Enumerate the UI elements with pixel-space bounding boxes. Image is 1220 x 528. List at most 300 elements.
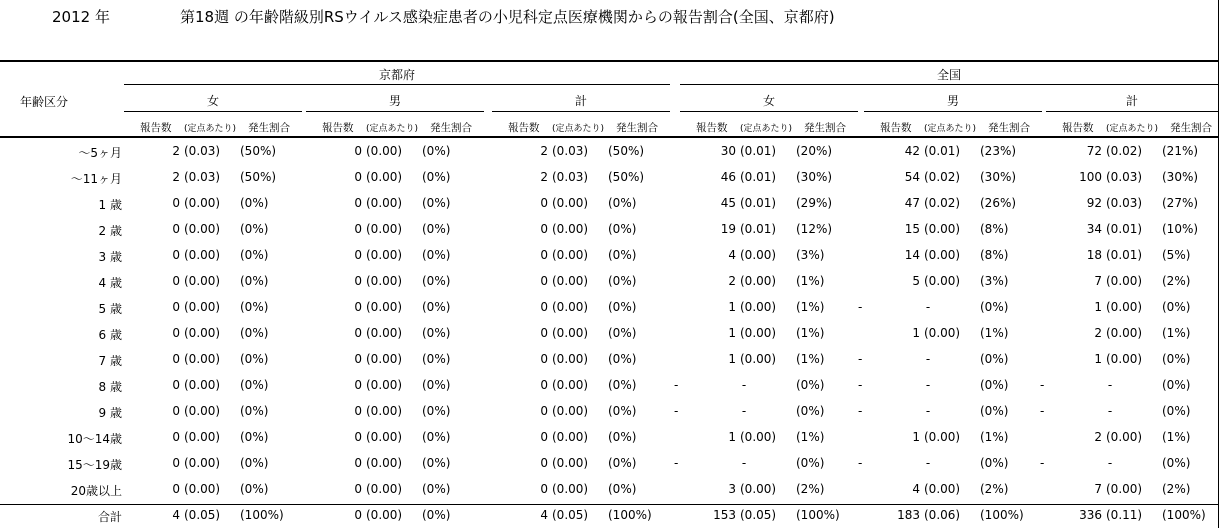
per-site-cell: (0.00) xyxy=(552,482,589,496)
per-site-cell: (0.03) xyxy=(552,170,589,184)
per-site-cell: (0.01) xyxy=(740,222,777,236)
count-cell: 46 xyxy=(720,170,736,184)
per-site-cell: - xyxy=(741,404,747,418)
ratio-cell: (0%) xyxy=(240,222,269,236)
count-cell: 7 xyxy=(1094,274,1102,288)
per-site-cell: (0.02) xyxy=(1106,144,1143,158)
per-site-cell: (0.00) xyxy=(740,482,777,496)
per-site-cell: (0.00) xyxy=(924,274,961,288)
per-site-subheader: (定点あたり) xyxy=(1106,124,1159,134)
count-cell: 0 xyxy=(172,378,180,392)
per-site-cell: (0.00) xyxy=(366,144,403,158)
ratio-cell: (0%) xyxy=(1162,378,1191,392)
count-cell: 54 xyxy=(904,170,920,184)
per-site-cell: (0.00) xyxy=(924,222,961,236)
per-site-cell: (0.00) xyxy=(924,482,961,496)
per-site-cell: (0.00) xyxy=(740,352,777,366)
count-cell: 0 xyxy=(354,404,362,418)
per-site-cell: (0.00) xyxy=(924,248,961,262)
ratio-cell: (0%) xyxy=(240,378,269,392)
count-cell: 0 xyxy=(354,300,362,314)
count-cell: 1 xyxy=(1094,352,1102,366)
count-cell: 0 xyxy=(354,482,362,496)
per-site-cell: (0.00) xyxy=(184,482,221,496)
count-cell: 3 xyxy=(728,482,736,496)
sex-header-male: 男 xyxy=(388,94,401,108)
ratio-cell: (30%) xyxy=(796,170,833,184)
ratio-cell: (2%) xyxy=(1162,274,1191,288)
count-cell: 0 xyxy=(540,404,548,418)
per-site-cell: (0.03) xyxy=(552,144,589,158)
per-site-cell: (0.00) xyxy=(366,456,403,470)
ratio-cell: (23%) xyxy=(980,144,1017,158)
page-title: 第18週 の年齢階級別RSウイルス感染症患者の小児科定点医療機関からの報告割合(全国、京都府) xyxy=(180,8,835,26)
ratio-cell: (0%) xyxy=(422,248,451,262)
per-site-cell: (0.03) xyxy=(1106,170,1143,184)
ratio-subheader: 発生割合 xyxy=(248,122,290,134)
count-cell: 100 xyxy=(1079,170,1102,184)
count-cell: 2 xyxy=(1094,326,1102,340)
count-subheader: 報告数 xyxy=(1062,122,1094,134)
ratio-cell: (0%) xyxy=(608,222,637,236)
count-subheader: 報告数 xyxy=(508,122,540,134)
per-site-cell: (0.02) xyxy=(924,170,961,184)
table-row-label: 7 歳 xyxy=(98,354,122,368)
ratio-cell: (0%) xyxy=(422,274,451,288)
per-site-cell: (0.00) xyxy=(366,248,403,262)
ratio-cell: (0%) xyxy=(422,430,451,444)
per-site-cell: (0.03) xyxy=(184,170,221,184)
region-rule-kyoto xyxy=(124,84,670,85)
per-site-subheader: (定点あたり) xyxy=(924,124,977,134)
totals-row-label: 合計 xyxy=(97,510,122,524)
per-site-subheader: (定点あたり) xyxy=(184,124,237,134)
ratio-cell: (0%) xyxy=(240,430,269,444)
count-cell: 0 xyxy=(354,508,362,522)
sex-header-female: 女 xyxy=(206,94,219,108)
per-site-cell: (0.00) xyxy=(552,248,589,262)
count-subheader: 報告数 xyxy=(880,122,912,134)
sex-rule xyxy=(864,111,1042,112)
per-site-cell: (0.01) xyxy=(740,170,777,184)
ratio-cell: (0%) xyxy=(422,508,451,522)
ratio-cell: (0%) xyxy=(422,456,451,470)
ratio-cell: (0%) xyxy=(240,326,269,340)
ratio-cell: (0%) xyxy=(608,196,637,210)
count-cell: 72 xyxy=(1086,144,1102,158)
count-cell: 0 xyxy=(354,378,362,392)
table-row-label: 8 歳 xyxy=(98,380,122,394)
ratio-cell: (50%) xyxy=(608,144,645,158)
table-row-label: 15～19歳 xyxy=(67,458,122,472)
ratio-cell: (1%) xyxy=(796,274,825,288)
per-site-cell: (0.11) xyxy=(1106,508,1143,522)
count-cell: 0 xyxy=(354,352,362,366)
per-site-cell: (0.02) xyxy=(924,196,961,210)
per-site-cell: - xyxy=(741,378,747,392)
per-site-cell: (0.00) xyxy=(366,274,403,288)
ratio-cell: (1%) xyxy=(980,326,1009,340)
title-row xyxy=(0,6,1220,30)
per-site-cell: (0.00) xyxy=(366,326,403,340)
count-subheader: 報告数 xyxy=(696,122,728,134)
count-cell: 0 xyxy=(172,274,180,288)
ratio-cell: (0%) xyxy=(1162,300,1191,314)
per-site-cell: (0.00) xyxy=(740,430,777,444)
ratio-cell: (10%) xyxy=(1162,222,1199,236)
per-site-cell: (0.00) xyxy=(552,326,589,340)
per-site-cell: (0.05) xyxy=(740,508,777,522)
ratio-cell: (27%) xyxy=(1162,196,1199,210)
table-row-label: 1 歳 xyxy=(98,198,122,212)
ratio-cell: (8%) xyxy=(980,222,1009,236)
count-cell: 1 xyxy=(728,326,736,340)
per-site-cell: (0.00) xyxy=(366,300,403,314)
count-cell: - xyxy=(674,378,679,392)
count-cell: 0 xyxy=(540,352,548,366)
count-cell: 15 xyxy=(904,222,920,236)
ratio-cell: (0%) xyxy=(608,378,637,392)
ratio-cell: (0%) xyxy=(980,404,1009,418)
per-site-cell: (0.00) xyxy=(552,222,589,236)
count-cell: 7 xyxy=(1094,482,1102,496)
ratio-subheader: 発生割合 xyxy=(430,122,472,134)
count-cell: - xyxy=(1040,456,1045,470)
count-cell: 4 xyxy=(912,482,920,496)
count-cell: 183 xyxy=(897,508,920,522)
count-cell: 0 xyxy=(172,404,180,418)
per-site-cell: (0.00) xyxy=(366,378,403,392)
count-cell: 19 xyxy=(720,222,736,236)
count-subheader: 報告数 xyxy=(140,122,172,134)
sex-header-total: 計 xyxy=(1125,94,1138,108)
ratio-cell: (0%) xyxy=(608,248,637,262)
per-site-cell: (0.00) xyxy=(184,326,221,340)
ratio-subheader: 発生割合 xyxy=(1170,122,1212,134)
per-site-cell: (0.00) xyxy=(184,404,221,418)
count-cell: - xyxy=(858,352,863,366)
ratio-cell: (0%) xyxy=(980,456,1009,470)
ratio-cell: (0%) xyxy=(422,352,451,366)
count-cell: 18 xyxy=(1086,248,1102,262)
count-cell: 0 xyxy=(540,482,548,496)
per-site-cell: (0.00) xyxy=(366,404,403,418)
count-cell: 45 xyxy=(720,196,736,210)
ratio-cell: (0%) xyxy=(422,300,451,314)
ratio-cell: (100%) xyxy=(1162,508,1206,522)
ratio-cell: (0%) xyxy=(608,326,637,340)
count-cell: 0 xyxy=(540,248,548,262)
ratio-cell: (0%) xyxy=(240,274,269,288)
age-column-header: 年齢区分 xyxy=(20,95,69,109)
ratio-cell: (0%) xyxy=(608,300,637,314)
ratio-cell: (29%) xyxy=(796,196,833,210)
per-site-cell: (0.00) xyxy=(366,430,403,444)
sex-header-male: 男 xyxy=(946,94,959,108)
ratio-cell: (2%) xyxy=(796,482,825,496)
ratio-cell: (0%) xyxy=(422,170,451,184)
ratio-cell: (2%) xyxy=(980,482,1009,496)
sex-rule xyxy=(1046,111,1218,112)
count-cell: 1 xyxy=(1094,300,1102,314)
count-cell: 1 xyxy=(912,430,920,444)
count-cell: 2 xyxy=(1094,430,1102,444)
count-cell: 0 xyxy=(172,482,180,496)
per-site-cell: (0.03) xyxy=(1106,196,1143,210)
count-cell: 0 xyxy=(540,326,548,340)
count-cell: 0 xyxy=(540,378,548,392)
count-cell: 0 xyxy=(540,430,548,444)
ratio-cell: (1%) xyxy=(796,300,825,314)
count-cell: 0 xyxy=(172,430,180,444)
count-cell: 34 xyxy=(1086,222,1102,236)
ratio-cell: (50%) xyxy=(240,144,277,158)
per-site-cell: (0.00) xyxy=(184,300,221,314)
ratio-cell: (100%) xyxy=(980,508,1024,522)
ratio-cell: (0%) xyxy=(796,378,825,392)
table-row-label: 6 歳 xyxy=(98,328,122,342)
table-row-label: 20歳以上 xyxy=(70,484,122,498)
per-site-cell: (0.00) xyxy=(552,196,589,210)
per-site-cell: (0.00) xyxy=(1106,430,1143,444)
count-cell: 2 xyxy=(172,144,180,158)
per-site-cell: (0.00) xyxy=(366,196,403,210)
table-row-label: 4 歳 xyxy=(98,276,122,290)
ratio-cell: (0%) xyxy=(1162,352,1191,366)
ratio-subheader: 発生割合 xyxy=(804,122,846,134)
count-cell: - xyxy=(858,456,863,470)
per-site-cell: - xyxy=(925,456,931,470)
per-site-cell: (0.00) xyxy=(184,430,221,444)
per-site-cell: (0.00) xyxy=(740,248,777,262)
ratio-cell: (21%) xyxy=(1162,144,1199,158)
count-cell: 0 xyxy=(540,456,548,470)
per-site-cell: (0.00) xyxy=(552,352,589,366)
per-site-cell: (0.00) xyxy=(552,404,589,418)
per-site-cell: (0.05) xyxy=(184,508,221,522)
per-site-cell: (0.00) xyxy=(184,222,221,236)
ratio-cell: (0%) xyxy=(608,456,637,470)
per-site-cell: (0.06) xyxy=(924,508,961,522)
ratio-cell: (50%) xyxy=(608,170,645,184)
ratio-cell: (0%) xyxy=(240,300,269,314)
ratio-cell: (0%) xyxy=(240,482,269,496)
ratio-cell: (30%) xyxy=(1162,170,1199,184)
per-site-cell: - xyxy=(925,404,931,418)
per-site-subheader: (定点あたり) xyxy=(552,124,605,134)
per-site-cell: (0.00) xyxy=(1106,326,1143,340)
ratio-cell: (0%) xyxy=(608,274,637,288)
region-header-national: 全国 xyxy=(936,68,961,82)
per-site-cell: (0.01) xyxy=(740,196,777,210)
sex-rule xyxy=(306,111,484,112)
table-row-label: 5 歳 xyxy=(98,302,122,316)
per-site-cell: (0.01) xyxy=(924,144,961,158)
count-cell: 0 xyxy=(172,456,180,470)
ratio-cell: (0%) xyxy=(1162,456,1191,470)
ratio-cell: (3%) xyxy=(796,248,825,262)
count-cell: - xyxy=(858,300,863,314)
per-site-cell: (0.00) xyxy=(366,352,403,366)
region-rule-national xyxy=(680,84,1218,85)
count-cell: - xyxy=(858,378,863,392)
count-cell: - xyxy=(858,404,863,418)
count-cell: 2 xyxy=(728,274,736,288)
per-site-cell: (0.00) xyxy=(366,482,403,496)
per-site-cell: (0.00) xyxy=(552,430,589,444)
count-cell: 47 xyxy=(904,196,920,210)
table-row-label: 2 歳 xyxy=(98,224,122,238)
count-cell: 1 xyxy=(728,352,736,366)
per-site-cell: (0.00) xyxy=(552,274,589,288)
per-site-cell: (0.01) xyxy=(1106,222,1143,236)
ratio-cell: (1%) xyxy=(796,326,825,340)
per-site-cell: - xyxy=(925,300,931,314)
per-site-cell: (0.00) xyxy=(184,248,221,262)
per-site-cell: (0.01) xyxy=(1106,248,1143,262)
report-year: 2012 年 xyxy=(52,8,110,26)
table-row-label: 10～14歳 xyxy=(67,432,122,446)
count-cell: 4 xyxy=(728,248,736,262)
count-cell: 2 xyxy=(540,144,548,158)
ratio-cell: (0%) xyxy=(980,352,1009,366)
count-cell: 0 xyxy=(172,352,180,366)
per-site-cell: (0.00) xyxy=(1106,300,1143,314)
table-top-rule xyxy=(0,60,1218,62)
totals-rule xyxy=(0,504,1218,505)
ratio-cell: (0%) xyxy=(796,456,825,470)
per-site-cell: - xyxy=(1107,378,1113,392)
count-subheader: 報告数 xyxy=(322,122,354,134)
count-cell: 4 xyxy=(172,508,180,522)
count-cell: 0 xyxy=(540,300,548,314)
table-row-label: 9 歳 xyxy=(98,406,122,420)
ratio-cell: (100%) xyxy=(796,508,840,522)
count-cell: 0 xyxy=(354,248,362,262)
count-cell: 1 xyxy=(912,326,920,340)
count-cell: 30 xyxy=(720,144,736,158)
per-site-cell: - xyxy=(1107,404,1113,418)
ratio-cell: (26%) xyxy=(980,196,1017,210)
count-cell: - xyxy=(1040,378,1045,392)
ratio-cell: (0%) xyxy=(240,248,269,262)
count-cell: 1 xyxy=(728,430,736,444)
ratio-cell: (1%) xyxy=(796,430,825,444)
count-cell: 153 xyxy=(713,508,736,522)
per-site-cell: - xyxy=(1107,456,1113,470)
per-site-cell: (0.00) xyxy=(1106,352,1143,366)
count-cell: 0 xyxy=(354,222,362,236)
ratio-cell: (8%) xyxy=(980,248,1009,262)
count-cell: 1 xyxy=(728,300,736,314)
header-bottom-rule xyxy=(0,136,1218,138)
ratio-cell: (20%) xyxy=(796,144,833,158)
per-site-subheader: (定点あたり) xyxy=(366,124,419,134)
table-row-label: 3 歳 xyxy=(98,250,122,264)
per-site-cell: (0.00) xyxy=(740,274,777,288)
count-cell: 0 xyxy=(540,222,548,236)
ratio-cell: (3%) xyxy=(980,274,1009,288)
per-site-cell: (0.00) xyxy=(184,274,221,288)
count-cell: 14 xyxy=(904,248,920,262)
per-site-cell: (0.00) xyxy=(924,326,961,340)
sex-rule xyxy=(492,111,670,112)
count-cell: 42 xyxy=(904,144,920,158)
count-cell: - xyxy=(674,404,679,418)
count-cell: 0 xyxy=(354,274,362,288)
ratio-cell: (0%) xyxy=(422,326,451,340)
count-cell: 0 xyxy=(172,326,180,340)
count-cell: - xyxy=(1040,404,1045,418)
ratio-cell: (0%) xyxy=(240,456,269,470)
per-site-cell: (0.01) xyxy=(740,144,777,158)
ratio-cell: (0%) xyxy=(422,222,451,236)
per-site-subheader: (定点あたり) xyxy=(740,124,793,134)
ratio-cell: (0%) xyxy=(608,430,637,444)
ratio-cell: (0%) xyxy=(980,378,1009,392)
ratio-cell: (0%) xyxy=(608,352,637,366)
ratio-subheader: 発生割合 xyxy=(616,122,658,134)
count-cell: 0 xyxy=(172,300,180,314)
per-site-cell: (0.00) xyxy=(184,352,221,366)
ratio-cell: (0%) xyxy=(240,404,269,418)
ratio-cell: (0%) xyxy=(240,352,269,366)
ratio-cell: (50%) xyxy=(240,170,277,184)
count-cell: 0 xyxy=(172,196,180,210)
ratio-cell: (0%) xyxy=(796,404,825,418)
sex-rule xyxy=(680,111,858,112)
region-header-kyoto: 京都府 xyxy=(378,68,415,82)
sex-header-female: 女 xyxy=(762,94,775,108)
per-site-cell: - xyxy=(925,378,931,392)
ratio-cell: (1%) xyxy=(796,352,825,366)
ratio-cell: (5%) xyxy=(1162,248,1191,262)
ratio-cell: (0%) xyxy=(422,482,451,496)
per-site-cell: (0.00) xyxy=(366,170,403,184)
per-site-cell: (0.00) xyxy=(552,300,589,314)
table-row-label: ～5ヶ月 xyxy=(78,146,122,160)
count-cell: 0 xyxy=(354,326,362,340)
per-site-cell: (0.00) xyxy=(1106,482,1143,496)
ratio-cell: (0%) xyxy=(240,196,269,210)
ratio-cell: (0%) xyxy=(608,482,637,496)
per-site-cell: (0.00) xyxy=(184,196,221,210)
ratio-cell: (100%) xyxy=(608,508,652,522)
ratio-cell: (1%) xyxy=(1162,326,1191,340)
ratio-cell: (30%) xyxy=(980,170,1017,184)
per-site-cell: (0.05) xyxy=(552,508,589,522)
count-cell: 0 xyxy=(540,274,548,288)
per-site-cell: - xyxy=(741,456,747,470)
per-site-cell: (0.00) xyxy=(184,456,221,470)
count-cell: 0 xyxy=(172,222,180,236)
per-site-cell: (0.00) xyxy=(1106,274,1143,288)
per-site-cell: (0.00) xyxy=(740,300,777,314)
ratio-cell: (100%) xyxy=(240,508,284,522)
count-cell: 0 xyxy=(354,430,362,444)
per-site-cell: (0.00) xyxy=(184,378,221,392)
table-row-label: ～11ヶ月 xyxy=(70,172,122,186)
per-site-cell: - xyxy=(925,352,931,366)
count-cell: 0 xyxy=(172,248,180,262)
count-cell: 0 xyxy=(354,144,362,158)
count-cell: 0 xyxy=(354,456,362,470)
ratio-cell: (0%) xyxy=(422,378,451,392)
per-site-cell: (0.03) xyxy=(184,144,221,158)
per-site-cell: (0.00) xyxy=(552,378,589,392)
per-site-cell: (0.00) xyxy=(366,508,403,522)
right-border xyxy=(1218,0,1219,528)
